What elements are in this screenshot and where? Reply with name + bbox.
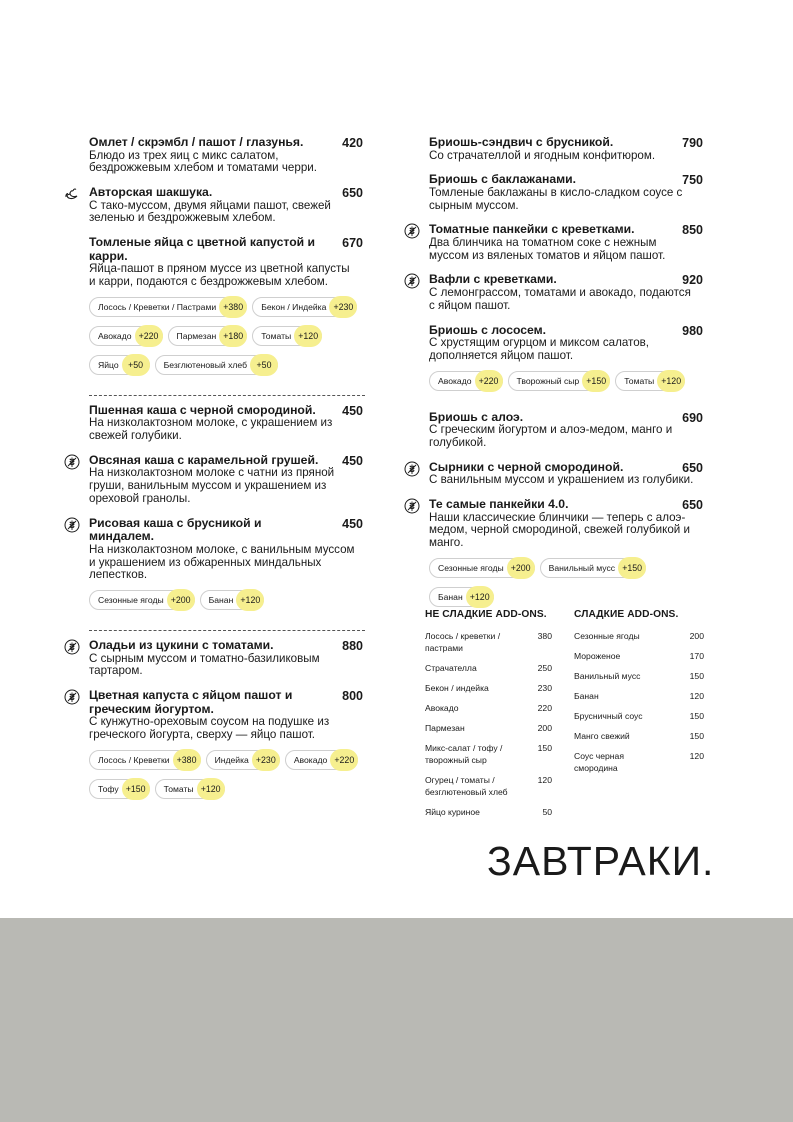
- addon-row: [574, 710, 704, 722]
- wheat-icon: [64, 454, 80, 470]
- addon-chip-label: Творожный сыр: [516, 375, 580, 386]
- wheat-icon: [64, 689, 80, 705]
- addon-chips: [89, 590, 365, 619]
- item-price: 650: [342, 186, 363, 201]
- addon-chip-price: +120: [466, 586, 494, 608]
- item-price: 920: [682, 273, 703, 288]
- addon-chip[interactable]: [200, 590, 265, 610]
- wheat-icon: [64, 517, 80, 533]
- addon-row: [425, 774, 552, 798]
- item-description: Блюдо из трех яиц с микс салатом, бездрожжевым хлебом и томатами черри.: [89, 148, 317, 175]
- item-title: Бриошь с лососем.: [429, 322, 547, 337]
- item-description: На низколактозном молоке с чатни из пряной груши, ванильным муссом и украшением из ореховой гранолы.: [89, 466, 335, 505]
- item-price: 800: [342, 689, 363, 704]
- addon-chip-label: Томаты: [261, 330, 292, 341]
- menu-item: [63, 454, 365, 506]
- addon-row: [574, 690, 704, 702]
- addon-chip-price: +230: [329, 296, 357, 318]
- item-price: 850: [682, 223, 703, 238]
- addon-chip[interactable]: [89, 779, 150, 799]
- item-description: Томленые баклажаны в кисло-сладком соусе с сырным муссом.: [429, 185, 683, 212]
- addon-chip[interactable]: [540, 558, 646, 578]
- addon-price: 380: [537, 631, 552, 641]
- addon-price: 150: [537, 743, 552, 753]
- item-title: Бриошь с алоэ.: [429, 409, 524, 424]
- addon-chip[interactable]: [285, 750, 359, 770]
- addon-name: Соус черная смородина: [574, 751, 624, 773]
- item-description: Со страчателлой и ягодным конфитюром.: [429, 148, 656, 162]
- menu-item: [63, 639, 365, 678]
- addon-chip-price: +50: [122, 354, 150, 376]
- menu-item: [63, 136, 365, 175]
- addon-price: 170: [689, 651, 704, 661]
- addon-chip-label: Безглютеновый хлеб: [163, 359, 248, 370]
- addon-chip-price: +200: [507, 557, 535, 579]
- addons-savory: [425, 609, 552, 826]
- item-title: Авторская шакшука.: [89, 185, 213, 200]
- addon-chip-label: Ванильный мусс: [548, 562, 616, 573]
- item-title: Бриошь с баклажанами.: [429, 172, 577, 187]
- item-title: Томленые яйца с цветной капустой и карри.: [89, 235, 316, 263]
- menu-item: [63, 404, 365, 443]
- addon-name: Яйцо куриное: [425, 807, 480, 817]
- addon-name: Брусничный соус: [574, 711, 643, 721]
- menu-item: [403, 223, 705, 262]
- section-divider: [89, 395, 365, 396]
- addons-savory-title: НЕ СЛАДКИЕ ADD-ONS.: [425, 609, 547, 620]
- item-description: С сырным муссом и томатно-базиликовым тартаром.: [89, 651, 320, 678]
- addon-name: Мороженое: [574, 651, 621, 661]
- addons-sweet: [574, 609, 704, 782]
- menu-item: [403, 324, 705, 400]
- addon-chip[interactable]: [155, 355, 278, 375]
- addon-name: Манго свежий: [574, 731, 630, 741]
- addon-price: 120: [537, 775, 552, 785]
- addon-price: 150: [689, 731, 704, 741]
- addon-chip-label: Авокадо: [98, 330, 132, 341]
- wheat-icon: [404, 223, 420, 239]
- item-description: С тако-муссом, двумя яйцами пашот, свежей зеленью и бездрожжевым хлебом.: [89, 198, 331, 225]
- menu-item: [63, 689, 365, 808]
- addon-chip-label: Банан: [208, 595, 234, 606]
- addon-chips: [89, 297, 365, 384]
- item-price: 450: [342, 453, 363, 468]
- addon-row: [574, 750, 704, 774]
- item-description: Наши классические блинчики — теперь с алоэ-медом, черной смородиной, свежей голубикой и манго.: [429, 510, 690, 550]
- addon-price: 250: [537, 663, 552, 673]
- addon-chip[interactable]: [252, 297, 357, 317]
- addon-row: [574, 730, 704, 742]
- addon-chips: [89, 750, 365, 808]
- addon-chip-label: Пармезан: [176, 330, 217, 341]
- addon-row: [574, 650, 704, 662]
- menu-item: [403, 173, 705, 212]
- addon-chips: [429, 558, 705, 616]
- item-description: На низколактозном молоке, с ванильным муссом и украшением из обжаренных миндальных лепестков.: [89, 542, 355, 582]
- menu-column-left: [63, 136, 365, 819]
- addon-row: [574, 670, 704, 682]
- item-price: 790: [682, 136, 703, 150]
- addon-row: [425, 662, 552, 674]
- addon-chip-label: Банан: [438, 591, 463, 602]
- addon-chip-label: Сезонные ягоды: [438, 562, 504, 573]
- addon-chip-label: Лосось / Креветки / Пастрами: [98, 301, 217, 312]
- footer-band: [0, 918, 793, 1122]
- addon-chip-label: Сезонные ягоды: [98, 595, 164, 606]
- item-description: С греческим йогуртом и алоэ-медом, манго и голубикой.: [429, 423, 673, 449]
- item-title: Сырники с черной смородиной.: [429, 459, 624, 474]
- item-title: Бриошь-сэндвич с брусникой.: [429, 135, 614, 149]
- addon-row: [574, 630, 704, 642]
- addon-row: [425, 806, 552, 818]
- item-description: С лемонграссом, томатами и авокадо, подаются с яйцом пашот.: [429, 285, 691, 312]
- menu-item: [63, 236, 365, 384]
- section-title: ЗАВТРАКИ.: [487, 838, 715, 884]
- addon-chip-price: +150: [618, 557, 646, 579]
- addon-chip-price: +180: [219, 325, 247, 347]
- item-description: На низколактозном молоке, с украшением из свежей голубики.: [89, 416, 333, 443]
- addon-price: 200: [537, 723, 552, 733]
- item-price: 670: [342, 236, 363, 251]
- item-price: 420: [342, 136, 363, 150]
- addon-chip[interactable]: [206, 750, 280, 770]
- addon-row: [425, 742, 552, 766]
- addon-row: [425, 702, 552, 714]
- addon-name: Огурец / томаты / безглютеновый хлеб: [425, 775, 508, 797]
- item-price: 650: [682, 498, 703, 513]
- addons-sweet-title: СЛАДКИЕ ADD-ONS.: [574, 609, 679, 620]
- addon-chip[interactable]: [89, 750, 201, 770]
- item-price: 690: [682, 410, 703, 425]
- menu-item: [403, 411, 705, 450]
- addon-chip[interactable]: [155, 779, 225, 799]
- addon-price: 150: [689, 711, 704, 721]
- addon-chip-price: +380: [219, 296, 247, 318]
- addon-chip[interactable]: [429, 558, 535, 578]
- menu-item: [403, 273, 705, 312]
- item-description: С хрустящим огурцом и миксом салатов, дополняется яйцом пашот.: [429, 336, 650, 362]
- wheat-icon: [404, 461, 420, 477]
- addon-row: [425, 682, 552, 694]
- menu-item: [403, 461, 705, 487]
- addon-chip-price: +120: [197, 778, 225, 800]
- chili-icon: [64, 186, 80, 202]
- addon-chip-label: Тофу: [98, 783, 119, 794]
- menu-column-right: [403, 136, 705, 627]
- item-title: Цветная капуста с яйцом пашот и греческим йогуртом.: [89, 688, 293, 716]
- addon-price: 200: [689, 631, 704, 641]
- item-price: 450: [342, 516, 363, 531]
- menu-item: [63, 517, 365, 619]
- item-price: 750: [682, 173, 703, 188]
- addon-chip-price: +380: [173, 749, 201, 771]
- addon-name: Бекон / индейка: [425, 683, 489, 693]
- section-divider: [89, 630, 365, 631]
- addon-name: Ванильный мусс: [574, 671, 641, 681]
- addon-chip-price: +120: [657, 370, 685, 392]
- addon-chip-label: Томаты: [163, 783, 194, 794]
- addon-price: 230: [537, 683, 552, 693]
- addon-chips: [429, 371, 705, 400]
- addon-chip-price: +220: [475, 370, 503, 392]
- item-title: Пшенная каша с черной смородиной.: [89, 402, 316, 417]
- addon-chip-price: +50: [250, 354, 278, 376]
- addon-name: Банан: [574, 691, 599, 701]
- item-price: 450: [342, 403, 363, 418]
- addon-chip-label: Авокадо: [438, 375, 472, 386]
- item-description: Яйца-пашот в пряном муссе из цветной капусты и карри, подаются с бездрожжевым хлебом.: [89, 262, 350, 288]
- wheat-icon: [404, 273, 420, 289]
- addon-chip[interactable]: [89, 326, 163, 346]
- item-description: Два блинчика на томатном соке с нежным муссом из вяленых томатов и яйцом пашот.: [429, 235, 666, 262]
- menu-item: [63, 186, 365, 225]
- addon-chip[interactable]: [429, 371, 503, 391]
- addon-name: Авокадо: [425, 703, 459, 713]
- item-title: Томатные панкейки с креветками.: [429, 222, 635, 237]
- addon-chip-label: Яйцо: [98, 359, 119, 370]
- wheat-icon: [404, 498, 420, 514]
- addon-price: 150: [689, 671, 704, 681]
- addon-chip[interactable]: [508, 371, 611, 391]
- addon-chip[interactable]: [252, 326, 322, 346]
- addon-row: [425, 722, 552, 734]
- addon-chip-label: Бекон / Индейка: [261, 301, 327, 312]
- addon-chip-label: Авокадо: [293, 754, 328, 765]
- addon-price: 220: [537, 703, 552, 713]
- item-price: 980: [682, 323, 703, 338]
- addon-chip-label: Индейка: [214, 754, 249, 765]
- item-title: Вафли с креветками.: [429, 272, 557, 287]
- item-title: Оладьи из цукини с томатами.: [89, 638, 274, 653]
- addon-chip[interactable]: [168, 326, 248, 346]
- item-description: С ванильным муссом и украшением из голубики.: [429, 473, 694, 487]
- addon-chip[interactable]: [89, 355, 150, 375]
- addon-name: Сезонные ягоды: [574, 631, 640, 641]
- addon-chip-price: +120: [236, 589, 264, 611]
- addon-chip-price: +220: [330, 749, 358, 771]
- addon-price: 120: [689, 751, 704, 761]
- addon-chip-price: +120: [294, 325, 322, 347]
- addon-chip[interactable]: [615, 371, 685, 391]
- item-price: 650: [682, 460, 703, 475]
- addon-chip-label: Томаты: [624, 375, 655, 386]
- addon-price: 50: [542, 807, 552, 817]
- item-title: Рисовая каша с брусникой и миндалем.: [89, 515, 262, 544]
- addon-name: Пармезан: [425, 723, 465, 733]
- addon-chip-price: +150: [582, 370, 610, 392]
- item-description: С кунжутно-ореховым соусом на подушке из греческого йогурта, сверху — яйцо пашот.: [89, 715, 330, 742]
- addon-name: Лосось / креветки / пастрами: [425, 631, 501, 653]
- addon-chip[interactable]: [89, 297, 247, 317]
- menu-item: [403, 498, 705, 616]
- item-title: Омлет / скрэмбл / пашот / глазунья.: [89, 135, 304, 149]
- item-title: Овсяная каша с карамельной грушей.: [89, 452, 319, 467]
- menu-item: [403, 136, 705, 162]
- addon-chip[interactable]: [89, 590, 195, 610]
- addon-chip-price: +200: [167, 589, 195, 611]
- addon-name: Страчателла: [425, 663, 477, 673]
- addon-chip-label: Лосось / Креветки: [98, 754, 170, 765]
- wheat-icon: [64, 639, 80, 655]
- item-price: 880: [342, 639, 363, 654]
- addon-row: [425, 630, 552, 654]
- addon-chip-price: +230: [252, 749, 280, 771]
- addon-name: Микс-салат / тофу / творожный сыр: [425, 743, 503, 765]
- addon-chip-price: +220: [135, 325, 163, 347]
- addon-price: 120: [689, 691, 704, 701]
- item-title: Те самые панкейки 4.0.: [429, 497, 569, 512]
- addon-chip[interactable]: [429, 587, 494, 607]
- addon-chip-price: +150: [122, 778, 150, 800]
